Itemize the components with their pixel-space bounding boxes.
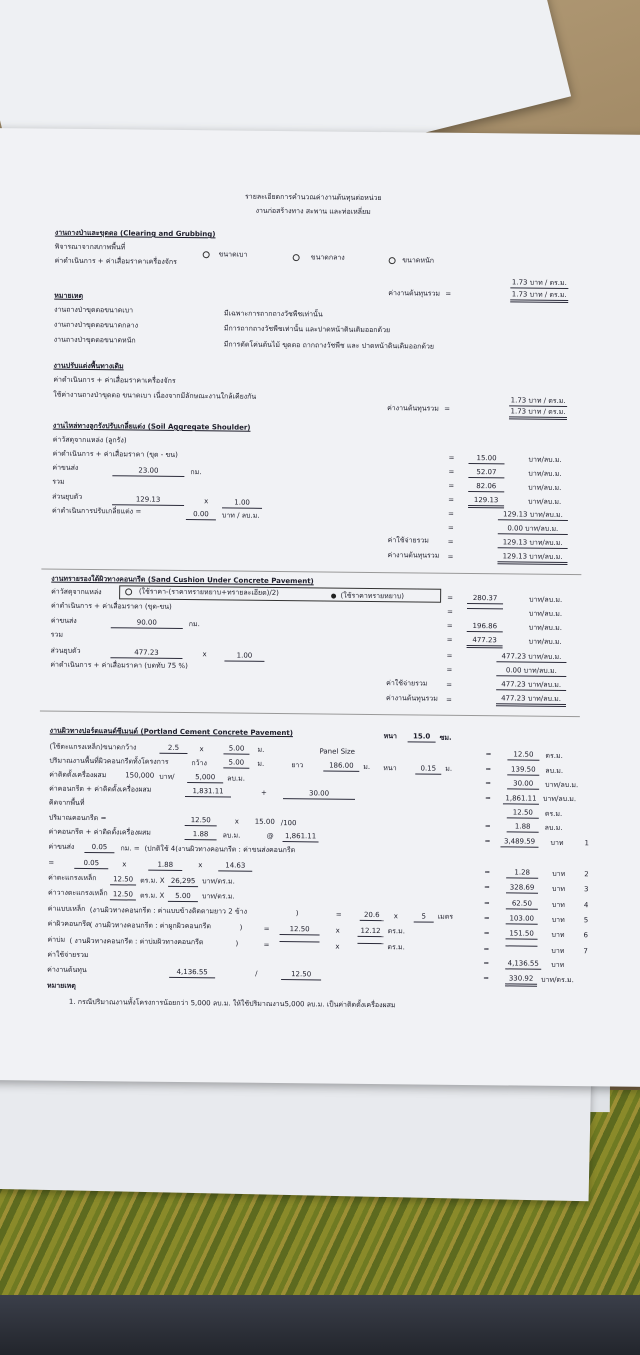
sand-shrink-factor: 1.00 — [224, 651, 264, 661]
shoulder-spread-value: 0.00 — [186, 510, 216, 520]
option-light[interactable]: ขนาดเบา — [203, 250, 248, 259]
doc-title: รายละเอียดการคำนวณค่างานต้นทุนต่อหน่วย — [245, 192, 382, 203]
shoulder-total-label: รวม — [52, 477, 65, 486]
note-heavy: งานถางป่าขุดตอขนาดหนัก — [53, 335, 136, 345]
clearing-line1: พิจารณาจากสภาพพื้นที่ — [54, 242, 126, 252]
sand-shrink-a: 477.23 — [110, 648, 182, 659]
section-divider-2 — [40, 711, 580, 718]
sand-material-label: ค่าวัสดุจากแหล่ง — [51, 587, 102, 597]
adjust-line1: ค่าดำเนินการ + ค่าเสื่อมราคาเครื่องจักร — [53, 375, 176, 385]
shoulder-r3: 129.13 บาท/ลบ.ม. — [498, 538, 568, 549]
clearing-cost-label: ค่างานต้นทุนรวม — [388, 289, 441, 298]
doc-subtitle: งานก่อสร้างทาง สะพาน และท่อเหลี่ยม — [255, 206, 371, 216]
dark-floor — [0, 1295, 640, 1355]
sand-v3: 196.86 — [467, 622, 503, 632]
section-shoulder-title: งานไหล่ทางลูกรังปรับเกลี่ยแต่ง (Soil Aggregate Shoulder) — [52, 421, 251, 432]
shoulder-material: ค่าวัสดุจากแหล่ง (ลูกรัง) — [52, 435, 127, 445]
shoulder-shrink-factor: 1.00 — [222, 498, 262, 508]
option-medium[interactable]: ขนาดกลาง — [293, 253, 345, 263]
adjust-line2: ใช้ค่างานถางป่าขุดตอ ขนาดเบา เนื่องจากมีลักษณะงานใกล้เคียงกัน — [53, 390, 257, 401]
sand-r3: 477.23 บาท/ลบ.ม. — [496, 680, 566, 691]
shoulder-r4: 129.13 บาท/ลบ.ม. — [497, 552, 567, 565]
option-heavy[interactable]: ขนาดหนัก — [389, 256, 434, 265]
note-light-desc: มีเฉพาะการถากถางวัชพืชเท่านั้น — [224, 309, 323, 319]
shoulder-shrink-label: ส่วนยุบตัว — [52, 492, 83, 501]
sand-r4: 477.23 บาท/ลบ.ม. — [496, 694, 566, 707]
sand-compact-label: ค่าดำเนินการ + ค่าเสื่อมราคา (บดทับ 75 %) — [50, 660, 188, 671]
shoulder-r2: 0.00 บาท/ลบ.ม. — [498, 524, 568, 535]
section-adjust-title: งานปรับแต่งพื้นทางเดิม — [53, 361, 124, 371]
shoulder-v4: 129.13 — [468, 496, 504, 508]
sand-v4: 477.23 — [467, 636, 503, 648]
footer-notes-title: หมายเหตุ — [46, 981, 76, 990]
document-page: รายละเอียดการคำนวณค่างานต้นทุนต่อหน่วย งานก่อสร้างทาง สะพาน และท่อเหลี่ยม งานถางป่าและขุดตอ (Clearing and Grubbing) พิจารณาจากสภาพพื้นที่ ค่าดำเนินการ + ค่าเสื่อมราคาเครื่องจักร ขนาดเบา ขนาดกลาง ขนาดหนัก 1.73 บาท / ตร.ม. ค่างานต้นทุนรวม = 1.73 บาท / ตร.ม. หมายเหตุ งานถางป่าขุดตอขนาดเบา มีเฉพาะการถากถางวัชพืชเท่านั้น งานถางป่าขุดตอขนาดกลาง มีการถากถางวัชพืชเท่านั้น และปาดหน้าดินเดิมออกด้วย งานถางป่าขุดตอขนาดหนัก มีการตัดโค่นต้นไม้ ขุดตอ ถากถางวัชพืช และ ปาดหน้าดินเดิมออกด้วย งานปรับแต่งพื้นทางเดิม ค่าดำเนินการ + ค่าเสื่อมราคาเครื่องจักร ใช้ค่างานถางป่าขุดตอ ขนาดเบา เนื่องจากมีลักษณะงานใกล้เคียงกัน 1.73 บาท / ตร.ม. ค่างานต้นทุนรวม = 1.73 บาท / ตร.ม. งานไหล่ทางลูกรังปรับเกลี่ยแต่ง (Soil Aggregate Shoulder) ค่าวัสดุจากแหล่ง (ลูกรัง) ค่าดำเนินการ + ค่าเสื่อมราคา (ขุด - ขน) ค่าขนส่ง 23.00 กม. รวม ส่วนยุบตัว 129.13 x 1.00 ค่าดำเนินการปรับเกลี่ยแต่ง = 0.00 บาท / ลบ.ม. = 15.00 บาท/ลบ.ม. = 52.07 บาท/ลบ.ม. = 82.06 บาท/ลบ.ม. = 129.13 บาท/ลบ.ม. = 129.13 บาท/ลบ.ม. = 0.00 บาท/ลบ.ม. ค่าใช้จ่ายรวม = 129.13 บาท/ลบ.ม. ค่างานต้นทุนรวม = 129.13 บาท/ลบ.ม. งานทรายรองใต้ผิวทางคอนกรีต (Sand Cushion Under Concrete Pavement) ค่าวัสดุจากแหล่ง (ใช้ราคา-(ราคาทรายหยาบ+ทรายละเอียด)/2) (ใช้ราคาทรายหยาบ) = 280.37 บาท/ลบ.ม. ค่าดำเนินการ + ค่าเสื่อมราคา (ขุด-ขน) = บาท/ลบ.ม. ค่าขนส่ง 90.00 กม. = 196.86 บาท/ลบ.ม. รวม = 477.23 บาท/ลบ.ม. ส่วนยุบตัว 477.23 x 1.00 = 477.23 บาท/ลบ.ม. ค่าดำเนินการ + ค่าเสื่อมราคา (บดทับ 75 %) = 0.00 บาท/ลบ.ม. ค่าใช้จ่ายรวม = 477.23 บาท/ลบ.ม. ค่างานต้นทุนรวม = 477.23 บาท/ลบ.ม. งานผิวทางปอร์ตแลนด์ซีเมนต์ (Portland Cement Concrete Pavement) หนา 15.0 ซม. (ใช้ตะแกรงเหล็ก)ขนาดกว้าง 2.5 x 5.00 ม. Panel Size = 12.50 ตร.ม. ปริมาณงานพื้นที่ผิวคอนกรีตทั้งโครงการ กว้าง 5.00 ม. ยาว 186.00 ม. หนา 0.15 ม. = 139.50 ลบ.ม. ค่าติดตั้งเครื่องผสม 150,000 บาท/ 5,000 ลบ.ม. = 30.00 บาท/ลบ.ม. ค่าคอนกรีต + ค่าติดตั้งเครื่องผสม 1,831.11 + 30.00 = 1,861.11 บาท/ลบ.ม. คิดจากพื้นที่ 12.50 ตร.ม. ปริมาณคอนกรีต = 12.50 x 15.00 /100 = 1.88 ลบ.ม. ค่าคอนกรีต + ค่าติดตั้งเครื่องผสม 1.88 ลบ.ม. @ 1,861.11 = 3,489.59 บาท 1 ค่าขนส่ง 0.05 กม. = (ปกติใช้ 4(งานผิวทางคอนกรีต : ค่าขนส่งคอนกรีต = 0.05 x 1.88 x 14.63 = 1.28 บาท 2 ค่าตะแกรงเหล็ก 12.50 ตร.ม. X 26,295 บาท/ตร.ม. = 328.69 บาท 3 ค่าวางตะแกรงเหล็ก 12.50 ตร.ม. X 5.00 บาท/ตร.ม. = 62.50 บาท 4 ค่าแบบเหล็ก (งานผิวทางคอนกรีต : ค่าแบบข้างติดตามยาว 2 ข้าง ) = 20.6 x 5 เมตร = 103.00 บาท 5 ค่าผิวคอนกรีต ( งานผิวทางคอนกรีต : ค่าผูกผิวคอนกรีต ) = 12.50 x 12.12 ตร.ม. = 151.50 บาท 6 ค่าบ่ม ( งานผิวทางคอนกรีต : ค่าบ่มผิวทางคอนกรีต ) = x ตร.ม. = บาท 7 ค่าใช้จ่ายรวม = 4,136.55 บาท ค่างานต้นทุน 4,136.55 / 12.50 = 330.92 บาท/ตร.ม. หมายเหตุ 1. กรณีปริมาณงานทั้งโครงการน้อยกว่า 5,000 ลบ.ม. ให้ใช้ปริมาณงาน5,000 ลบ.ม. เป็นค่าติดตั้งเครื่องผสม — [0, 128, 640, 1087]
shoulder-v2: 52.07 — [468, 468, 504, 478]
note-medium: งานถางป่าขุดตอขนาดกลาง — [53, 320, 139, 330]
section-clearing-title: งานถางป่าและขุดตอ (Clearing and Grubbing) — [54, 228, 216, 239]
shoulder-cost-label: ค่างานต้นทุนรวม — [387, 551, 440, 560]
section-sand-title: งานทรายรองใต้ผิวทางคอนกรีต (Sand Cushion Under Concrete Pavement) — [51, 574, 314, 586]
sand-shrink-label: ส่วนยุบตัว — [50, 646, 81, 655]
shoulder-distance: 23.00 — [112, 466, 184, 477]
adjust-cost-value: 1.73 บาท / ตร.ม. — [509, 407, 567, 420]
note-light: งานถางป่าขุดตอขนาดเบา — [54, 305, 134, 315]
shoulder-v1: 15.00 — [469, 454, 505, 464]
clearing-line2: ค่าดำเนินการ + ค่าเสื่อมราคาเครื่องจักร — [54, 256, 177, 266]
sand-r1: 477.23 บาท/ลบ.ม. — [496, 652, 566, 663]
shoulder-exp-label: ค่าใช้จ่ายรวม — [387, 536, 429, 545]
shoulder-transport: ค่าขนส่ง — [52, 463, 79, 472]
sand-exp-label: ค่าใช้จ่ายรวม — [386, 679, 428, 688]
shoulder-spread-label: ค่าดำเนินการปรับเกลี่ยแต่ง = — [51, 506, 142, 516]
pcc-thickness: 15.0 — [408, 732, 436, 742]
sand-v2 — [467, 608, 503, 609]
sand-transport-label: ค่าขนส่ง — [50, 616, 77, 625]
sand-r2: 0.00 บาท/ลบ.ม. — [496, 666, 566, 677]
shoulder-v3: 82.06 — [468, 482, 504, 492]
notes-title: หมายเหตุ — [54, 291, 84, 300]
clearing-cost-value: 1.73 บาท / ตร.ม. — [510, 290, 568, 303]
sand-distance: 90.00 — [111, 618, 183, 629]
sand-cost-label: ค่างานต้นทุนรวม — [386, 694, 438, 703]
shoulder-r1: 129.13 บาท/ลบ.ม. — [498, 510, 568, 521]
sand-operation-label: ค่าดำเนินการ + ค่าเสื่อมราคา (ขุด-ขน) — [50, 601, 172, 611]
adjust-value: 1.73 บาท / ตร.ม. — [509, 396, 567, 407]
footer-note-1: 1. กรณีปริมาณงานทั้งโครงการน้อยกว่า 5,000 ลบ.ม. ให้ใช้ปริมาณงาน5,000 ลบ.ม. เป็นค่าติดตั้งเครื่องผสม — [68, 997, 396, 1010]
note-medium-desc: มีการถากถางวัชพืชเท่านั้น และปาดหน้าดินเดิมออกด้วย — [223, 324, 391, 335]
section-pcc-title: งานผิวทางปอร์ตแลนด์ซีเมนต์ (Portland Cement Concrete Pavement) — [49, 726, 294, 738]
section-divider — [41, 569, 581, 576]
clearing-value: 1.73 บาท / ตร.ม. — [510, 278, 568, 289]
shoulder-shrink-a: 129.13 — [112, 495, 184, 506]
note-heavy-desc: มีการตัดโค่นต้นไม้ ขุดตอ ถากถางวัชพืช และ ปาดหน้าดินเดิมออกด้วย — [223, 340, 435, 351]
sand-total-label: รวม — [50, 630, 64, 639]
sand-option-mixed[interactable]: (ใช้ราคา-(ราคาทรายหยาบ+ทรายละเอียด)/2) — [125, 587, 279, 598]
sand-option-coarse[interactable]: (ใช้ราคาทรายหยาบ) — [331, 592, 404, 602]
shoulder-operation: ค่าดำเนินการ + ค่าเสื่อมราคา (ขุด - ขน) — [52, 449, 178, 459]
sand-v1: 280.37 — [467, 594, 503, 604]
adjust-cost-label: ค่างานต้นทุนรวม — [387, 404, 439, 413]
